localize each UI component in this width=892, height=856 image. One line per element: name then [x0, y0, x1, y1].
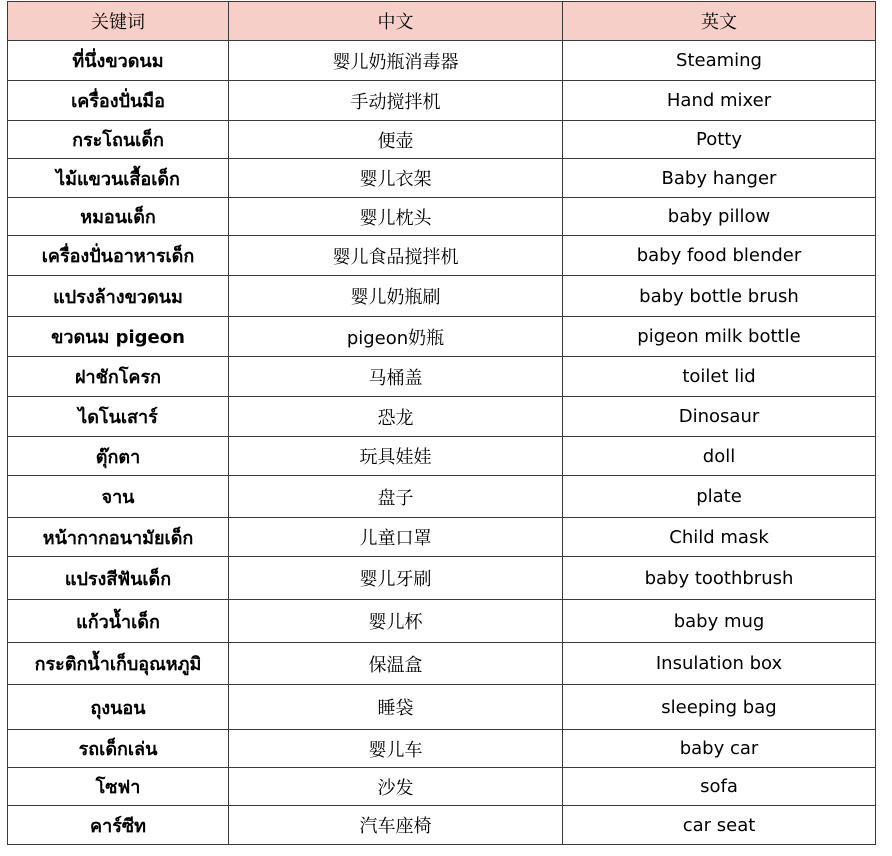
cell-english: baby bottle brush	[563, 276, 876, 317]
table-row	[8, 276, 876, 317]
table-row	[8, 643, 876, 685]
cell-thai: คาร์ซีท	[8, 806, 229, 845]
cell-english: Steaming	[563, 41, 876, 81]
cell-chinese: 保温盒	[229, 643, 563, 685]
cell-chinese: 沙发	[229, 768, 563, 806]
cell-chinese: 婴儿奶瓶消毒器	[229, 41, 563, 81]
table-body	[8, 41, 876, 845]
cell-english: Baby hanger	[563, 159, 876, 198]
cell-chinese: 婴儿食品搅拌机	[229, 236, 563, 276]
header-row	[8, 2, 876, 41]
table-row	[8, 81, 876, 121]
table-row	[8, 317, 876, 357]
cell-english: doll	[563, 437, 876, 476]
cell-chinese: 便壶	[229, 121, 563, 159]
cell-english: Potty	[563, 121, 876, 159]
cell-chinese: 婴儿牙刷	[229, 557, 563, 600]
table-row	[8, 768, 876, 806]
cell-english: plate	[563, 476, 876, 518]
cell-thai: ไม้แขวนเสื้อเด็ก	[8, 159, 229, 198]
cell-thai: ถุงนอน	[8, 685, 229, 730]
cell-chinese: 马桶盖	[229, 357, 563, 397]
cell-thai: แปรงสีฟันเด็ก	[8, 557, 229, 600]
cell-english: Insulation box	[563, 643, 876, 685]
table-row	[8, 437, 876, 476]
cell-english: baby pillow	[563, 198, 876, 236]
header-keyword: 关键词	[8, 2, 229, 41]
cell-english: baby mug	[563, 600, 876, 643]
cell-english: Hand mixer	[563, 81, 876, 121]
cell-chinese: pigeon奶瓶	[229, 317, 563, 357]
header-english: 英文	[563, 2, 876, 41]
cell-thai: หมอนเด็ก	[8, 198, 229, 236]
cell-english: toilet lid	[563, 357, 876, 397]
cell-english: baby car	[563, 730, 876, 768]
cell-chinese: 婴儿车	[229, 730, 563, 768]
cell-thai: แก้วน้ำเด็ก	[8, 600, 229, 643]
cell-thai: ไดโนเสาร์	[8, 397, 229, 437]
table-row	[8, 397, 876, 437]
cell-chinese: 恐龙	[229, 397, 563, 437]
cell-thai: รถเด็กเล่น	[8, 730, 229, 768]
table-row	[8, 600, 876, 643]
cell-chinese: 儿童口罩	[229, 518, 563, 557]
table-row	[8, 121, 876, 159]
vocabulary-table	[7, 1, 876, 845]
cell-thai: โซฟา	[8, 768, 229, 806]
cell-chinese: 婴儿奶瓶刷	[229, 276, 563, 317]
table-row	[8, 806, 876, 845]
cell-english: sofa	[563, 768, 876, 806]
cell-chinese: 婴儿杯	[229, 600, 563, 643]
cell-chinese: 婴儿衣架	[229, 159, 563, 198]
cell-chinese: 睡袋	[229, 685, 563, 730]
cell-chinese: 汽车座椅	[229, 806, 563, 845]
cell-thai: ที่นึ่งขวดนม	[8, 41, 229, 81]
cell-thai: ฝาชักโครก	[8, 357, 229, 397]
cell-chinese: 盘子	[229, 476, 563, 518]
table-row	[8, 236, 876, 276]
table-row	[8, 685, 876, 730]
table-row	[8, 357, 876, 397]
table-row	[8, 159, 876, 198]
cell-thai: แปรงล้างขวดนม	[8, 276, 229, 317]
cell-thai: กระติกน้ำเก็บอุณหภูมิ	[8, 643, 229, 685]
cell-english: baby toothbrush	[563, 557, 876, 600]
cell-english: Dinosaur	[563, 397, 876, 437]
cell-english: car seat	[563, 806, 876, 845]
table-row	[8, 198, 876, 236]
cell-chinese: 手动搅拌机	[229, 81, 563, 121]
header-chinese: 中文	[229, 2, 563, 41]
table-row	[8, 41, 876, 81]
cell-thai: กระโถนเด็ก	[8, 121, 229, 159]
cell-english: sleeping bag	[563, 685, 876, 730]
cell-thai: ตุ๊กตา	[8, 437, 229, 476]
cell-chinese: 玩具娃娃	[229, 437, 563, 476]
table-row	[8, 476, 876, 518]
cell-thai: ขวดนม pigeon	[8, 317, 229, 357]
table-row	[8, 518, 876, 557]
table-row	[8, 730, 876, 768]
cell-english: baby food blender	[563, 236, 876, 276]
cell-thai: หน้ากากอนามัยเด็ก	[8, 518, 229, 557]
cell-chinese: 婴儿枕头	[229, 198, 563, 236]
cell-english: Child mask	[563, 518, 876, 557]
cell-thai: เครื่องปั่นมือ	[8, 81, 229, 121]
table-row	[8, 557, 876, 600]
cell-english: pigeon milk bottle	[563, 317, 876, 357]
table-header	[8, 2, 876, 41]
cell-thai: เครื่องปั่นอาหารเด็ก	[8, 236, 229, 276]
cell-thai: จาน	[8, 476, 229, 518]
